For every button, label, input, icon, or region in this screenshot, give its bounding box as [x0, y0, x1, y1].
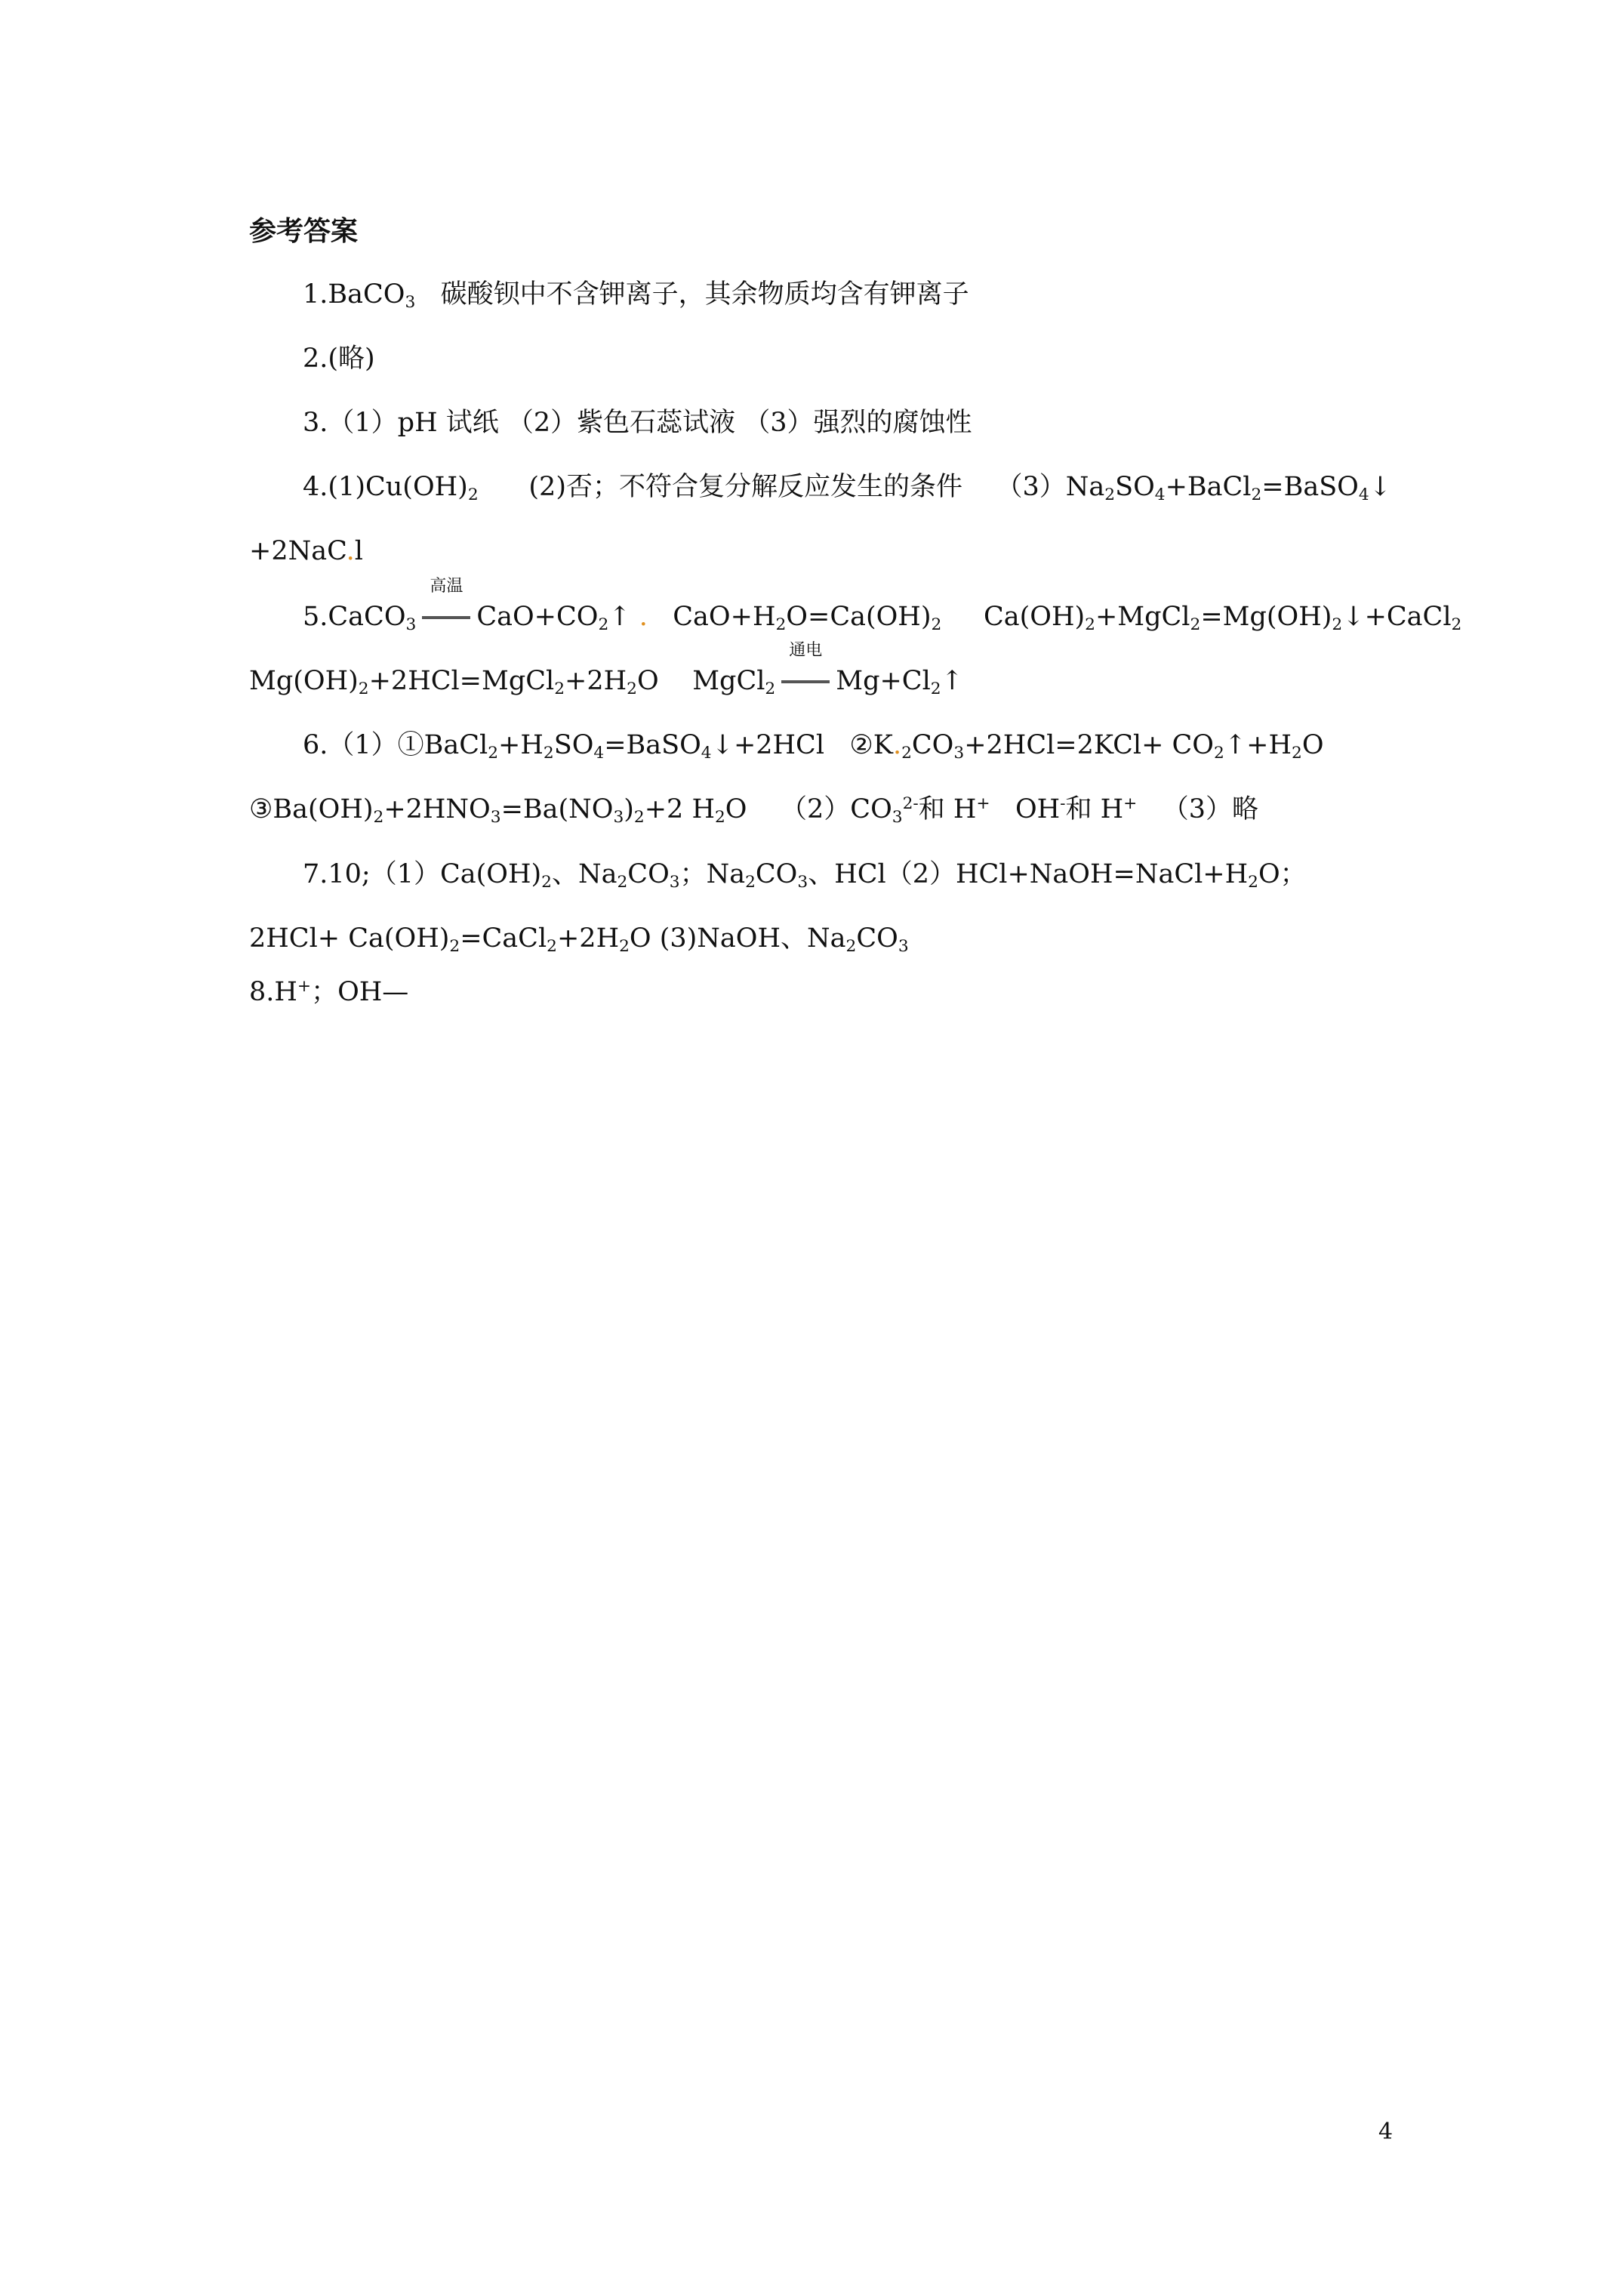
subscript: 2: [930, 680, 941, 699]
subscript: 2: [488, 744, 499, 763]
subscript: 3: [898, 937, 909, 957]
formula-text: O=Ca(OH): [786, 602, 932, 632]
subscript: 2: [619, 937, 630, 957]
answer-6-line-2: [249, 793, 1258, 826]
formula-text: =BaSO: [1261, 472, 1359, 502]
equals-bar: [422, 616, 470, 619]
subscript: 2: [765, 680, 776, 699]
gas-arrow-icon: ↑: [1224, 730, 1247, 760]
formula-text: O (3)NaOH、Na: [629, 923, 846, 954]
subscript: 3: [953, 744, 965, 763]
superscript: +: [297, 977, 312, 997]
superscript: -: [1060, 794, 1066, 814]
formula-text: 8.H: [249, 977, 297, 1007]
subscript: 3: [490, 808, 501, 827]
precipitate-arrow-icon: ↓: [711, 730, 734, 760]
subscript: 3: [669, 873, 680, 892]
subscript: 2: [373, 808, 384, 827]
subscript: 4: [1358, 485, 1369, 505]
formula-text: 、HCl（2）HCl+NaOH=NaCl+H: [808, 859, 1249, 889]
formula-text: O: [725, 794, 747, 824]
formula-text: 和 H: [918, 794, 977, 824]
answer-6-line-1: [303, 729, 1324, 762]
answer-1: [303, 278, 969, 311]
subscript: 2: [449, 937, 460, 957]
answer-7-line-1: [303, 858, 1307, 891]
subscript: 2: [617, 873, 628, 892]
formula-text: CO: [627, 859, 670, 889]
formula-text: SO: [1115, 472, 1155, 502]
subscript: 3: [892, 808, 903, 827]
formula-text: +2HNO: [383, 794, 491, 824]
formula-text: O: [1301, 730, 1324, 760]
formula-text: 2HCl+ Ca(OH): [249, 923, 450, 954]
subscript: 2: [1451, 615, 1462, 635]
superscript: 2-: [902, 794, 919, 814]
precipitate-arrow-icon: ↓: [1342, 602, 1365, 632]
subscript: 2: [358, 680, 369, 699]
formula-text: 7.10;（1）Ca(OH): [303, 859, 542, 889]
formula-text: 6.（1）①BaCl: [303, 730, 488, 760]
formula-text: BaCO: [328, 279, 405, 310]
subscript: 2: [1332, 615, 1343, 635]
formula-text: =CaCl: [460, 923, 547, 954]
formula-text: SO: [553, 730, 594, 760]
answer-section-title: 参考答案: [249, 215, 359, 247]
subscript: 2: [1085, 615, 1095, 635]
subscript: 2: [1214, 744, 1224, 763]
formula-text: =Mg(OH): [1200, 602, 1332, 632]
gas-arrow-icon: ↑: [941, 666, 963, 696]
subscript: 2: [1248, 873, 1258, 892]
reaction-condition: [777, 641, 834, 698]
subscript: 4: [701, 744, 712, 763]
formula-text: 4.(1)Cu(OH): [303, 472, 468, 502]
superscript: +: [976, 794, 990, 814]
formula-text: +2H: [565, 666, 627, 696]
formula-text: CO: [911, 730, 954, 760]
subscript: 2: [745, 873, 756, 892]
subscript: 2: [714, 808, 725, 827]
subscript: 2: [598, 615, 609, 635]
subscript: 2: [1104, 485, 1116, 505]
formula-text: ): [624, 794, 634, 824]
edit-mark: .: [892, 730, 902, 760]
subscript: 2: [467, 485, 479, 505]
formula-text: +2NaC: [249, 536, 346, 566]
answer-2: 2.(略): [303, 344, 375, 374]
reaction-condition: [417, 577, 475, 633]
formula-text: +BaCl: [1165, 472, 1252, 502]
subscript: 2: [554, 680, 565, 699]
formula-text: CaO+CO: [476, 602, 599, 632]
formula-text: CO: [856, 923, 898, 954]
formula-text: +2HCl: [733, 730, 825, 760]
answer-1-explanation: 碳酸钡中不含钾离子，其余物质均含有钾离子: [440, 279, 969, 310]
answer-1-number: 1.: [303, 279, 328, 310]
gas-arrow-icon: ↑: [608, 602, 631, 632]
formula-text: ③Ba(OH): [249, 794, 374, 824]
formula-text: +2H: [556, 923, 620, 954]
formula-text: +2 H: [644, 794, 715, 824]
formula-text: 和 H: [1065, 794, 1124, 824]
formula-text: ；OH—: [311, 977, 409, 1007]
formula-text: +H: [1246, 730, 1292, 760]
superscript: +: [1123, 794, 1138, 814]
subscript: 2: [1190, 615, 1201, 635]
subscript: 2: [845, 937, 857, 957]
precipitate-arrow-icon: ↓: [1369, 472, 1392, 502]
formula-text: =BaSO: [604, 730, 701, 760]
formula-text: MgCl: [692, 666, 765, 696]
subscript: 2: [901, 744, 912, 763]
answer-5-line-2: [249, 641, 963, 699]
formula-text: +H: [498, 730, 544, 760]
edit-mark: .: [639, 602, 648, 632]
subscript: 3: [613, 808, 624, 827]
formula-text: +2HCl=2KCl+ CO: [964, 730, 1214, 760]
subscript: 3: [405, 293, 416, 313]
condition-label: 高温: [430, 577, 463, 596]
formula-text: ②K: [849, 730, 893, 760]
subscript: 3: [405, 615, 417, 635]
edit-mark: .: [346, 536, 355, 566]
formula-text: l: [354, 536, 363, 566]
subscript: 2: [547, 937, 557, 957]
formula-text: Ca(OH): [983, 602, 1086, 632]
subscript: 3: [797, 873, 808, 892]
formula-text: （2）CO: [781, 794, 892, 824]
subscript: 4: [1154, 485, 1166, 505]
formula-text: CaO+H: [673, 602, 776, 632]
formula-text: +CaCl: [1364, 602, 1452, 632]
formula-text: Mg+Cl: [836, 666, 931, 696]
subscript: 2: [633, 808, 645, 827]
formula-text: +MgCl: [1095, 602, 1190, 632]
formula-text: CO: [755, 859, 798, 889]
formula-text: 、Na: [551, 859, 617, 889]
subscript: 4: [593, 744, 605, 763]
subscript: 2: [931, 615, 942, 635]
formula-text: OH: [1015, 794, 1061, 824]
answer-4-part-2: (2)否；不符合复分解反应发生的条件: [528, 472, 962, 502]
answer-4-line-2: [249, 535, 363, 568]
formula-text: =Ba(NO: [500, 794, 614, 824]
formula-text: 5.CaCO: [303, 602, 406, 632]
subscript: 2: [543, 744, 554, 763]
answer-7-line-2: [249, 922, 909, 955]
subscript: 2: [541, 873, 552, 892]
formula-text: O: [636, 666, 659, 696]
formula-text: Mg(OH): [249, 666, 359, 696]
answer-8: [249, 975, 408, 1009]
answer-5-line-1: [303, 577, 1462, 635]
subscript: 2: [627, 680, 637, 699]
answer-6-part-3: （3）略: [1162, 794, 1258, 824]
answer-4-line-1: [303, 470, 1391, 504]
answer-3: 3.（1）pH 试纸 （2）紫色石蕊试液 （3）强烈的腐蚀性: [303, 408, 972, 438]
formula-text: O；: [1258, 859, 1307, 889]
equals-bar: [781, 680, 830, 683]
formula-text: ；Na: [679, 859, 746, 889]
condition-label: 通电: [789, 641, 823, 660]
subscript: 2: [775, 615, 787, 635]
subscript: 2: [1292, 744, 1302, 763]
page-number: 4: [1378, 2119, 1394, 2145]
subscript: 2: [1251, 485, 1262, 505]
formula-text: （3）Na: [996, 472, 1105, 502]
formula-text: +2HCl=MgCl: [368, 666, 555, 696]
